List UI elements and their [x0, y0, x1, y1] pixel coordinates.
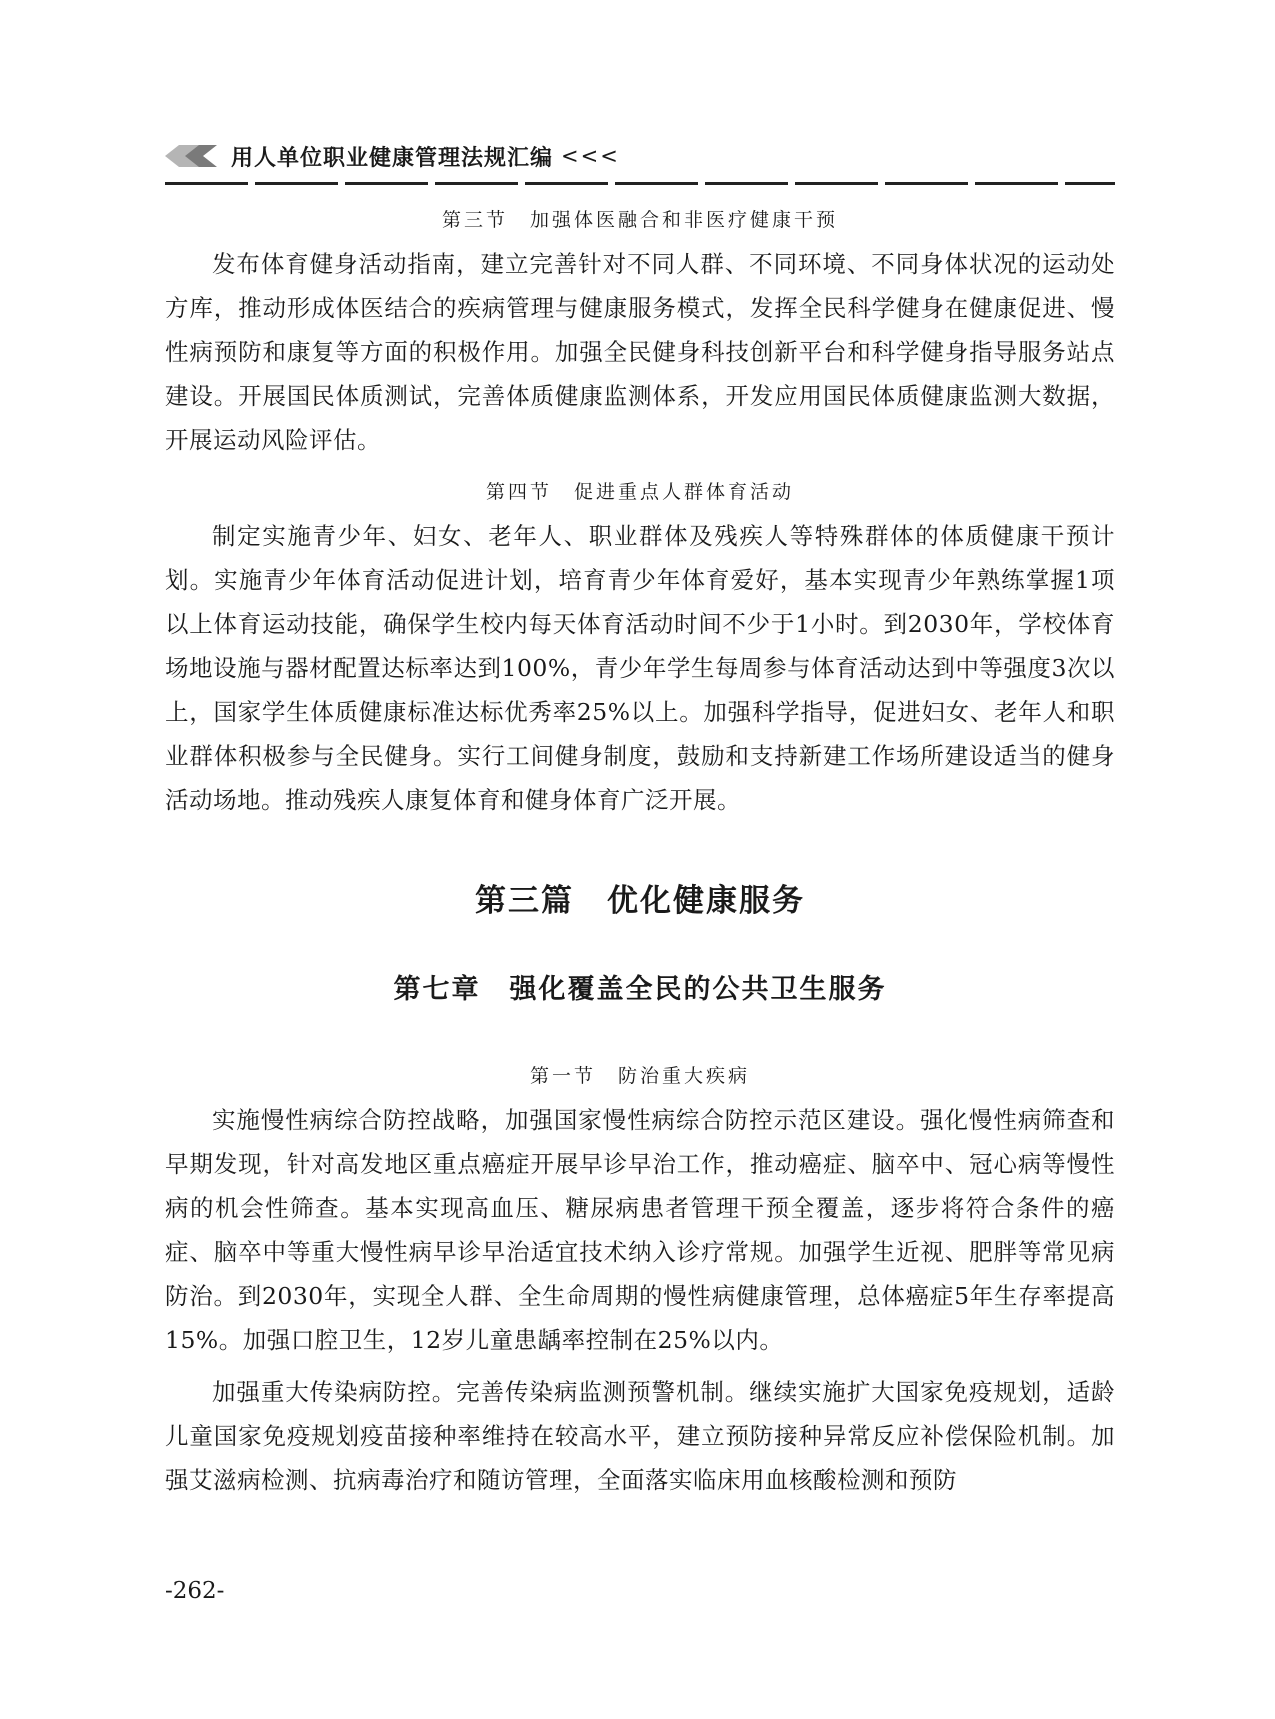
running-header [165, 136, 620, 176]
header-arrows: <<< [561, 144, 620, 168]
chapter-title: 第七章 强化覆盖全民的公共卫生服务 [393, 974, 887, 1005]
double-arrow-icon [165, 143, 223, 169]
paragraph-section-1-a: 实施慢性病综合防控战略，加强国家慢性病综合防控示范区建设。强化慢性病筛查和早期发现，针对高发地区重点癌症开展早诊早治工作，推动癌症、脑卒中、冠心病等慢性病的机会性筛查。基本实现高血压、糖尿病患者管理干预全覆盖，逐步将符合条件的癌症、脑卒中等重大慢性病早诊早治适宜技术纳入诊疗常规。加强学生近视、肥胖等常见病防治。到2030年，实现全人群、全生命周期的慢性病健康管理，总体癌症5年生存率提高15%。加强口腔卫生，12岁儿童患龋率控制在25%以内。 [165, 1106, 1115, 1354]
paragraph-section-3: 发布体育健身活动指南，建立完善针对不同人群、不同环境、不同身体状况的运动处方库，推动形成体医结合的疾病管理与健康服务模式，发挥全民科学健身在健康促进、慢性病预防和康复等方面的积极作用。加强全民健身科技创新平台和科学健身指导服务站点建设。开展国民体质测试，完善体质健康监测体系，开发应用国民体质健康监测大数据，开展运动风险评估。 [165, 250, 1115, 454]
part-title: 第三篇 优化健康服务 [475, 883, 805, 919]
paragraph-section-4: 制定实施青少年、妇女、老年人、职业群体及残疾人等特殊群体的体质健康干预计划。实施青少年体育活动促进计划，培育青少年体育爱好，基本实现青少年熟练掌握1项以上体育运动技能，确保学生校内每天体育活动时间不少于1小时。到2030年，学校体育场地设施与器材配置达标率达到100%，青少年学生每周参与体育活动达到中等强度3次以上，国家学生体质健康标准达标优秀率25%以上。加强科学指导，促进妇女、老年人和职业群体积极参与全民健身。实行工间健身制度，鼓励和支持新建工作场所建设适当的健身活动场地。推动残疾人康复体育和健身体育广泛开展。 [165, 522, 1115, 814]
header-rule [165, 182, 1115, 185]
page-body [165, 198, 1115, 1502]
section-title-4: 第四节 促进重点人群体育活动 [485, 481, 794, 503]
book-title: 用人单位职业健康管理法规汇编 [231, 145, 554, 171]
page-number: -262- [165, 1578, 225, 1604]
paragraph-section-1-b: 加强重大传染病防控。完善传染病监测预警机制。继续实施扩大国家免疫规划，适龄儿童国家免疫规划疫苗接种率维持在较高水平，建立预防接种异常反应补偿保险机制。加强艾滋病检测、抗病毒治疗和随访管理，全面落实临床用血核酸检测和预防 [165, 1378, 1115, 1494]
section-title-3: 第三节 加强体医融合和非医疗健康干预 [441, 209, 838, 231]
section-title-1: 第一节 防治重大疾病 [529, 1065, 750, 1087]
